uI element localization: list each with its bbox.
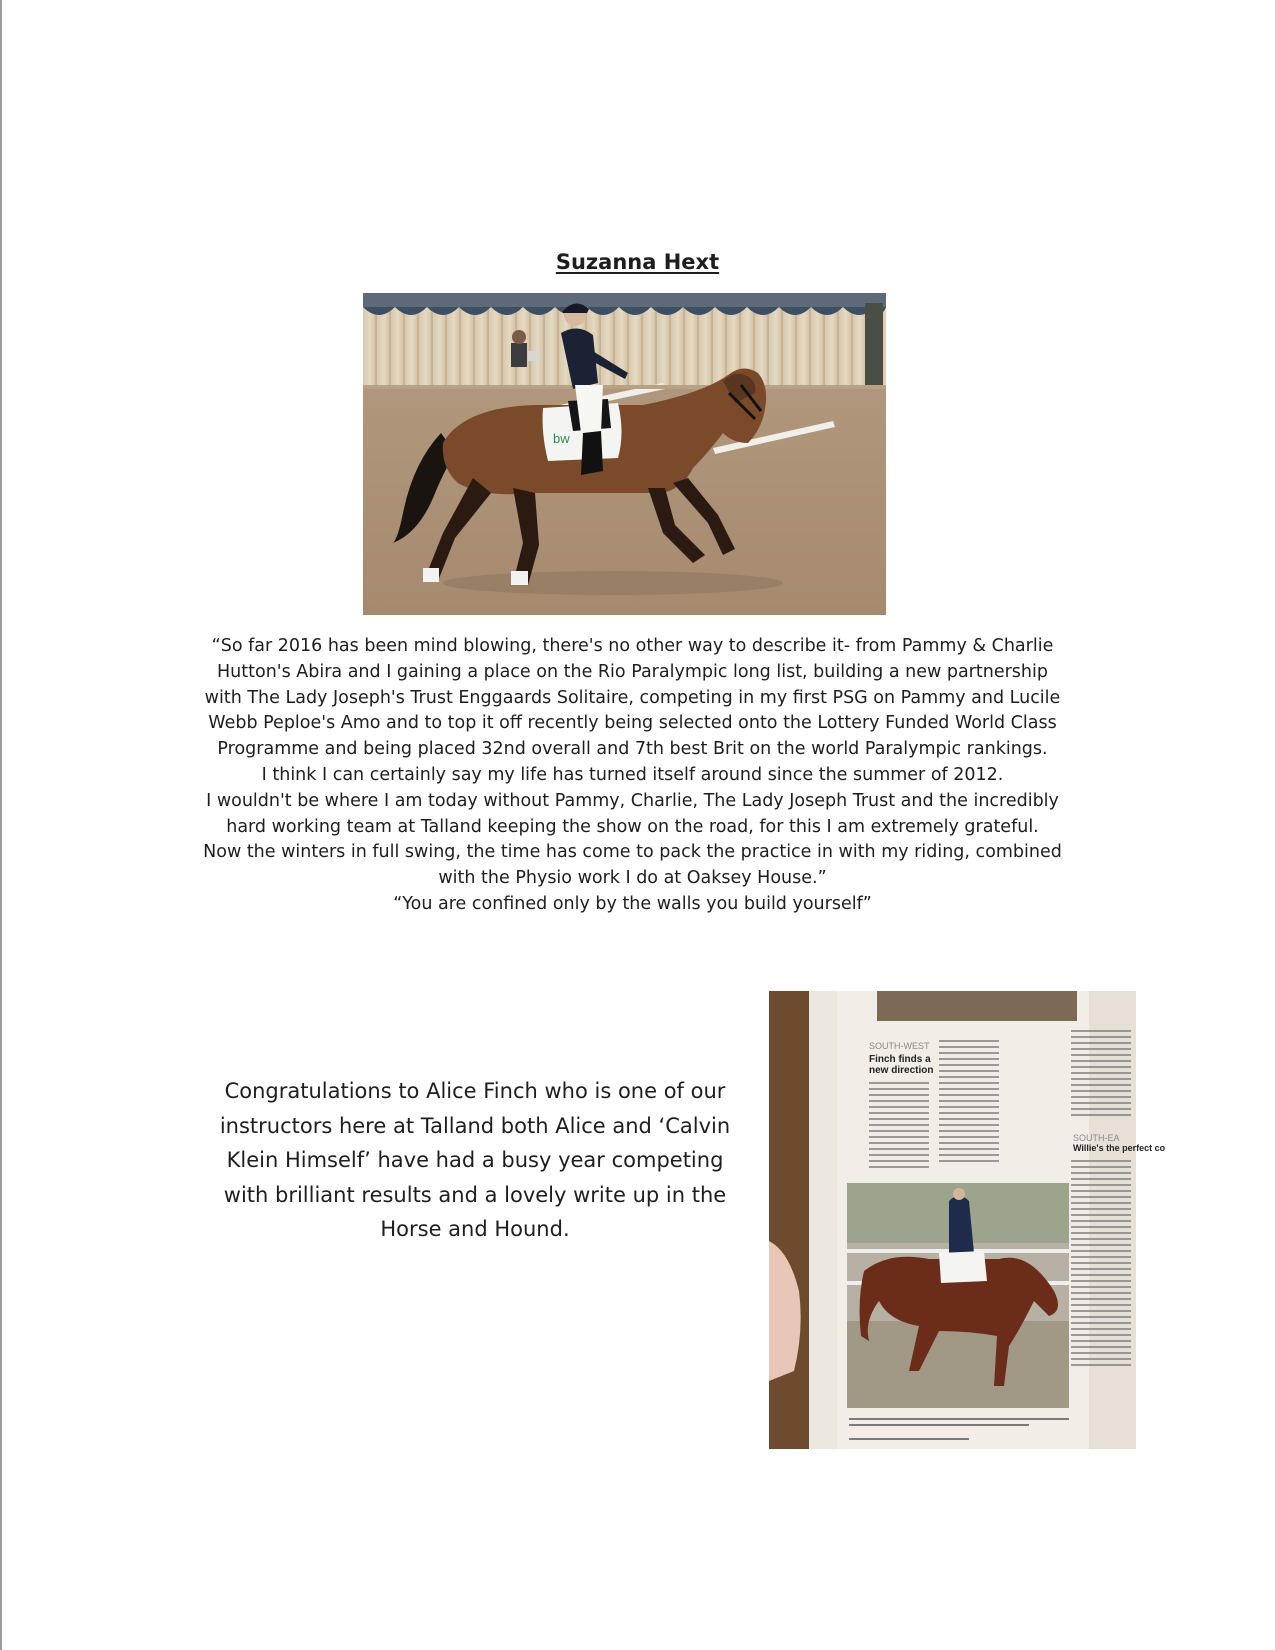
quote-paragraph: I wouldn't be where I am today without Pammy, Charlie, The Lady Joseph Trust and the incredibly hard working team at Talland keeping the show on the road, for this I am extremely grateful. [206, 790, 1059, 837]
svg-text:Finch finds a: Finch finds a [869, 1054, 931, 1065]
dressage-horse-photo-icon [363, 293, 886, 615]
quote-paragraph: I think I can certainly say my life has turned itself around since the summer of 2012. [261, 764, 1004, 785]
svg-text:SOUTH-WEST: SOUTH-WEST [869, 1041, 930, 1051]
congratulations-text: Congratulations to Alice Finch who is one of our instructors here at Talland both Alice and ‘Calvin Klein Himself’ have had a busy year competing with brilliant results and a lovely write up in the Horse and Hound. [219, 1079, 731, 1241]
page-title: Suzanna Hext [555, 250, 720, 274]
quote-paragraph: Now the winters in full swing, the time has come to pack the practice in with my riding, combined with the Physio work I do at Oaksey House.” [203, 842, 1062, 889]
quote-text [200, 634, 1065, 918]
main-photo [363, 293, 886, 615]
magazine-clipping-photo-icon [769, 991, 1166, 1449]
magazine-photo [769, 991, 1166, 1449]
svg-text:Willie's the perfect co: Willie's the perfect co [1073, 1143, 1166, 1153]
svg-text:SOUTH-EA: SOUTH-EA [1073, 1133, 1120, 1143]
page-edge [0, 0, 2, 1650]
quote-paragraph: “So far 2016 has been mind blowing, there's no other way to describe it- from Pammy & Charlie Hutton's Abira and I gaining a place on the Rio Paralympic long list, building a new partnership with The Lady Joseph's Trust Enggaards Solitaire, competing in my first PSG on Pammy and Lucile Webb Peploe's Amo and to top it off recently being selected onto the Lottery Funded World Class Programme and being placed 32nd overall and 7th best Brit on the world Paralympic rankings. [204, 636, 1061, 760]
svg-text:new direction: new direction [869, 1065, 934, 1076]
svg-text:bw: bw [553, 431, 570, 446]
quote-paragraph: “You are confined only by the walls you build yourself” [393, 893, 872, 914]
